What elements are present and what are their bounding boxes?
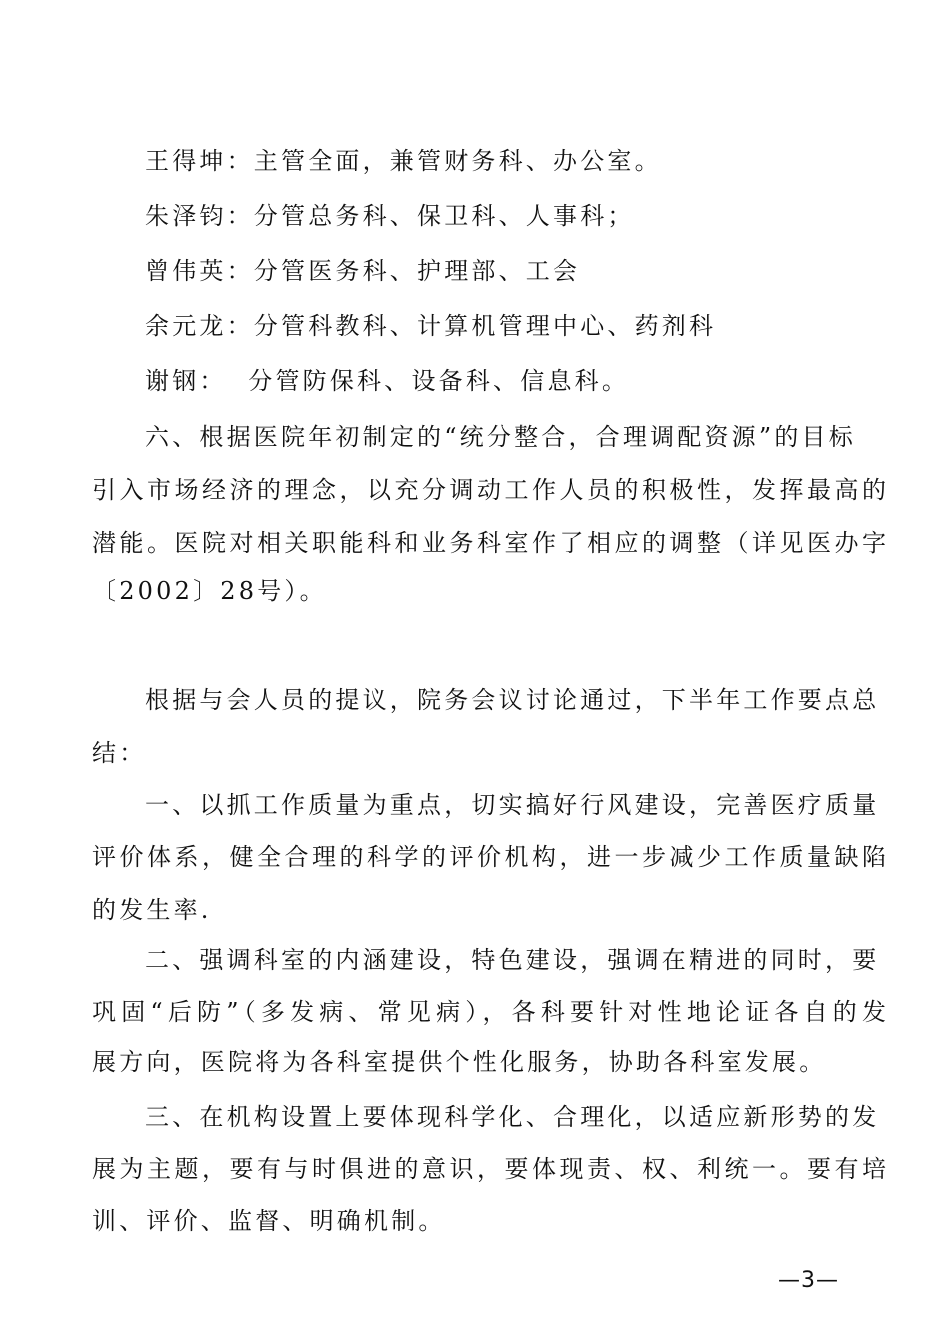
- paragraph-line: 六、根据医院年初制定的“统分整合，合理调配资源”的目标: [145, 423, 856, 451]
- paragraph-line: 一、以抓工作质量为重点，切实搞好行风建设，完善医疗质量: [145, 791, 880, 819]
- paragraph-line: 根据与会人员的提议，院务会议讨论通过，下半年工作要点总: [145, 686, 880, 714]
- paragraph-line: 三、在机构设置上要体现科学化、合理化，以适应新形势的发: [145, 1103, 880, 1131]
- paragraph-line: 评价体系，健全合理的科学的评价机构，进一步减少工作质量缺陷: [92, 843, 886, 871]
- paragraph-line: 展方向，医院将为各科室提供个性化服务，协助各科室发展。: [92, 1048, 827, 1076]
- assignment-line: 余元龙：分管科教科、计算机管理中心、药剂科: [145, 312, 717, 340]
- paragraph-line: 的发生率.: [92, 896, 212, 924]
- page-number: —3—: [778, 1268, 839, 1293]
- assignment-line: 王得坤：主管全面，兼管财务科、办公室。: [145, 147, 662, 175]
- paragraph-line: 巩固“后防”（多发病、常见病），各科要针对性地论证各自的发: [92, 998, 886, 1026]
- paragraph-line: 结：: [92, 739, 147, 767]
- paragraph-line: 〔2002〕28号）。: [92, 577, 327, 605]
- paragraph-line: 潜能。医院对相关职能科和业务科室作了相应的调整（详见医办字: [92, 529, 886, 557]
- paragraph-line: 训、评价、监督、明确机制。: [92, 1207, 446, 1235]
- assignment-line: 谢钢： 分管防保科、设备科、信息科。: [145, 367, 630, 395]
- assignment-line: 曾伟英：分管医务科、护理部、工会: [145, 257, 581, 285]
- paragraph-line: 引入市场经济的理念，以充分调动工作人员的积极性，发挥最高的: [92, 476, 886, 504]
- paragraph-line: 展为主题，要有与时俱进的意识，要体现责、权、利统一。要有培: [92, 1155, 886, 1183]
- paragraph-line: 二、强调科室的内涵建设，特色建设，强调在精进的同时，要: [145, 946, 880, 974]
- assignment-line: 朱泽钧：分管总务科、保卫科、人事科；: [145, 202, 635, 230]
